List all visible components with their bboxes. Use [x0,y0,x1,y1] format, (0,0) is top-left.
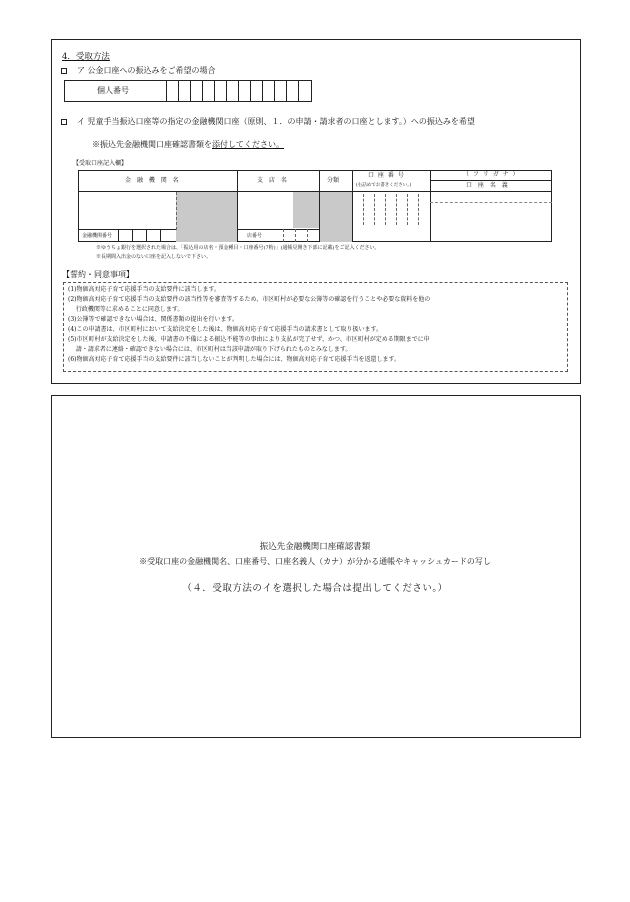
col-holder-header: 口 座 名 義 [466,182,510,189]
option-b-checkbox[interactable] [61,119,67,125]
bank-name-field[interactable] [79,192,176,228]
pledge-heading: 【誓約・同意事項】 [62,270,134,279]
mynumber-label: 個人番号 [97,86,129,95]
account-holder-field[interactable] [431,203,551,241]
bank-name-gray-area [176,192,237,242]
pledge-item: 行政機関等に求めることに同意します。 [68,306,184,313]
col-account-no-sub: (右詰めでお書きください。) [356,183,412,188]
option-b-note-prefix: ※振込先金融機関口座確認書類を [92,140,212,149]
col-bank-header: 金 融 機 関 名 [125,177,181,184]
col-furigana-header: （ フ リ ガ ナ ） [463,171,520,178]
pledge-item: 請・請求者に連絡・確認できない場合には、市区町村は当該申請が取り下げられたものとみなします。 [68,346,352,353]
account-number-cells[interactable] [352,192,430,242]
dormant-account-note: ※長期間入出金のない口座を記入しないで下さい。 [96,254,212,260]
attachment-title: 振込先金融機関口座確認書類 [259,542,371,552]
attachment-note: （４．受取方法のイを選択した場合は提出してください。） [182,583,448,594]
account-table-caption: 【受取口座記入欄】 [73,160,128,167]
option-b-note-underlined: 添付してください。 [212,140,284,149]
pledge-item: (6)物価高対応子育て応援手当の支給要件に該当しないことが判明した場合には、物価高対応子育て応援手当を返還します。 [68,356,401,363]
branch-name-gray-area [293,192,319,228]
branch-name-field[interactable] [238,192,293,228]
option-b-label: イ 児童手当振込口座等の指定の金融機関口座（原則、１．の申請・請求者の口座とします。）への振込みを希望 [77,117,475,126]
section-heading: 4．受取方法 [62,52,110,62]
account-type-field[interactable] [320,192,352,242]
pledge-item: (1)物価高対応子育て応援手当の支給要件に該当します。 [68,286,221,293]
pledge-item: (5)市区町村が支給決定をした後、申請書の不備による振込不能等の事由により支払が完了せず、かつ、市区町村が定める期限までに申 [68,336,430,343]
option-b-note [92,140,284,150]
bank-code-cells[interactable] [118,229,176,242]
pledge-item: (4)この申請書は、市区町村において支給決定をした後は、物価高対応子育て応援手当の請求書として取り扱います。 [68,326,383,333]
col-account-no-header: 口 座 番 号 [368,172,405,179]
pledge-item: (3)公簿等で確認できない場合は、関係書類の提出を行います。 [68,316,239,323]
col-type-header: 分類 [327,177,340,184]
attachment-description: ※受取口座の金融機関名、口座番号、口座名義人（カナ）が分かる通帳やキャッシュカードの写し [139,557,491,566]
bank-code-label: 金融機関番号 [82,233,113,239]
col-branch-header: 支 店 名 [257,177,289,184]
mynumber-digit-cells[interactable] [166,80,312,102]
option-a-checkbox[interactable] [61,68,67,74]
branch-code-cells[interactable] [283,229,319,242]
option-a-label: ア 公金口座への振込みをご希望の場合 [77,66,216,75]
pledge-item: (2)物価高対応子育て応援手当の支給要件の該当性等を審査等するため、市区町村が必要な公簿等の確認を行うことや必要な資料を他の [68,296,431,303]
yucho-note: ※ゆうちょ銀行を選択された場合は、「振込用の店名・預金種目・口座番号(7桁)」(通帳見開き下部に記載)をご記入ください。 [96,245,380,251]
branch-code-label: 店番号 [247,233,263,239]
